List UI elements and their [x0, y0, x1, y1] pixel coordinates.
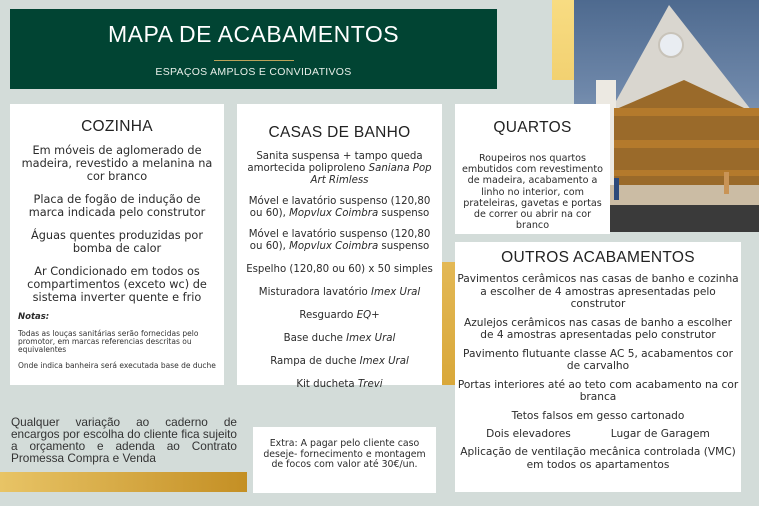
outros-item: Aplicação de ventilação mecânica controlada (VMC) em todos os apartamentos [460, 446, 736, 471]
quartos-title: QUARTOS [493, 119, 572, 136]
item-brand: Imex Ural [359, 356, 409, 367]
cozinha-item: Placa de fogão de indução de marca indicada pelo construtor [28, 193, 206, 219]
item-text: Resguardo [299, 310, 357, 321]
outros-item: Pavimento flutuante classe AC 5, acabamentos cor de carvalho [463, 347, 733, 372]
bathroom-item [241, 264, 438, 276]
outros-item: Tetos falsos em gesso cartonado [511, 409, 685, 422]
item-text: Kit ducheta [296, 379, 358, 390]
cozinha-item: Águas quentes produzidas por bomba de calor [31, 229, 203, 255]
header-banner [10, 9, 497, 89]
outros-row [457, 428, 739, 440]
disclaimer-text: Qualquer variação ao caderno de encargos por escolha do cliente fica sujeito a orçamento e adenda ao Contrato Promessa Compra e Venda [11, 415, 237, 465]
extra-card [253, 427, 436, 493]
item-text: Base duche [283, 333, 347, 344]
outros-item: Azulejos cerâmicos nas casas de banho a escolher de 4 amostras apresentadas pelo construtor [463, 316, 733, 341]
item-text: Móvel e lavatório suspenso (120,80 ou 60), [248, 229, 431, 252]
bathroom-item [241, 310, 438, 322]
cozinha-title: COZINHA [81, 118, 153, 135]
item-text: Rampa de duche [270, 356, 360, 367]
outros-title: OUTROS ACABAMENTOS [501, 249, 695, 266]
item-brand: Imex Ural [346, 333, 396, 344]
item-text: Móvel e lavatório suspenso (120,80 ou 60), [248, 196, 431, 219]
item-brand: Imex Ural [371, 287, 421, 298]
bathroom-item [241, 356, 438, 368]
page-subtitle: ESPAÇOS AMPLOS E CONVIDATIVOS [155, 66, 352, 78]
item-brand: Saniana Pop Art Rimless [310, 163, 432, 186]
yellow-accent-bar [552, 0, 574, 80]
outros-item: Lugar de Garagem [610, 428, 710, 440]
item-brand: Trevi [357, 379, 383, 390]
page-title: MAPA DE ACABAMENTOS [107, 21, 400, 47]
notes-title: Notas: [18, 312, 50, 322]
casas-de-banho-card [237, 104, 442, 390]
casas-de-banho-title: CASAS DE BANHO [268, 124, 411, 141]
notes-section [18, 312, 216, 370]
bathroom-item [241, 379, 438, 391]
quartos-text: Roupeiros nos quartos embutidos com revestimento de madeira, acabamento a linho no interior, com prateleiras, gavetas e portas de correr ou abrir na cor branco [462, 153, 603, 232]
header-divider [214, 60, 294, 61]
quartos-card [455, 104, 610, 234]
outros-item: Portas interiores até ao teto com acabamento na cor branca [457, 378, 739, 403]
item-brand: Mopvlux Coimbra [289, 208, 379, 219]
gold-accent-horizontal [0, 472, 247, 492]
item-text: Misturadora lavatório [258, 287, 372, 298]
gold-accent-vertical [442, 262, 455, 385]
bathroom-item [241, 229, 438, 253]
cozinha-card [10, 104, 224, 385]
item-text: Espelho (120,80 ou 60) x 50 simples [246, 264, 433, 275]
bathroom-item [241, 151, 438, 187]
extra-text: Extra: A pagar pelo cliente caso deseje- fornecimento e montagem de focos com valor até 30€/un. [263, 438, 426, 471]
note-item: Todas as louças sanitárias serão fornecidas pelo promotor, em marcas referencias descritas ou equivalentes [18, 329, 199, 354]
item-text: Sanita suspensa + tampo queda amortecida poliproleno [247, 151, 423, 174]
outros-acabamentos-card [455, 242, 741, 492]
item-brand: Mopvlux Coimbra [289, 241, 379, 252]
bathroom-item [241, 287, 438, 299]
outros-item: Pavimentos cerâmicos nas casas de banho e cozinha a escolher de 4 amostras apresentadas pelo construtor [457, 273, 739, 310]
bathroom-item [241, 333, 438, 345]
note-item: Onde indica banheira será executada base de duche [18, 361, 216, 370]
cozinha-item: Em móveis de aglomerado de madeira, revestido a melanina na cor branco [21, 144, 213, 183]
bathroom-item [241, 196, 438, 220]
outros-item: Dois elevadores [486, 428, 571, 440]
item-brand: EQ+ [356, 310, 380, 321]
cozinha-item: Ar Condicionado em todos os compartimentos (exceto wc) de sistema inverter quente e frio [27, 265, 207, 304]
item-tail: suspenso [378, 241, 430, 252]
item-tail: suspenso [378, 208, 430, 219]
